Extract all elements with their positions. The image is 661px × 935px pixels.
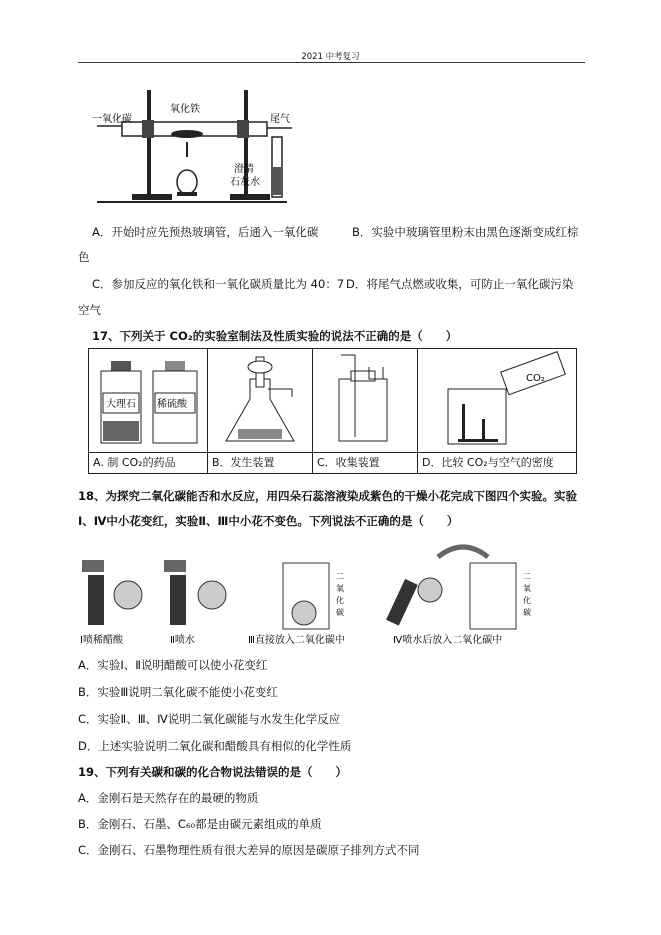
bottle-label-marble: 大理石 <box>106 399 136 410</box>
q19-option-c: C．金刚石、石墨物理性质有很大差异的原因是碳原子排列方式不同 <box>78 843 420 857</box>
fig-label-4: Ⅳ喷水后放入二氧化碳中 <box>393 635 503 646</box>
q17-options-table <box>88 348 577 474</box>
flower-experiment-figure <box>78 535 538 650</box>
q17-caption-b: B．发生装置 <box>208 453 313 474</box>
jar-label-iv-1: 二 <box>523 572 531 581</box>
tail-gas-label: 尾气 <box>270 114 290 125</box>
jar-label-4: 碳 <box>336 608 344 617</box>
q16-option-a: A．开始时应先预热玻璃管，后通入一氧化碳 <box>92 225 319 239</box>
q17-caption-d: D．比较 CO₂与空气的密度 <box>418 453 577 474</box>
q16-option-b-cont: 色 <box>78 250 90 264</box>
fig-label-1: Ⅰ喷稀醋酸 <box>80 635 123 646</box>
fig-label-2: Ⅱ喷水 <box>170 635 195 646</box>
co2-label: CO₂ <box>526 373 545 384</box>
limewater-label-2: 石灰水 <box>230 177 260 188</box>
q18-stem-2: Ⅰ、Ⅳ中小花变红，实验Ⅱ、Ⅲ中小花不变色。下列说法不正确的是（ ） <box>78 514 459 528</box>
q16-option-d: D．将尾气点燃或收集，可防止一氧化碳污染 <box>346 277 574 291</box>
page-header: 2021 中考复习 <box>301 52 360 62</box>
q18-option-d: D．上述实验说明二氧化碳和醋酸具有相似的化学性质 <box>78 739 352 753</box>
jar-label-iv-2: 氧 <box>523 584 531 593</box>
density-comparison-figure <box>418 349 576 452</box>
q19-option-a: A．金刚石是天然存在的最硬的物质 <box>78 791 259 805</box>
jar-label-iv-4: 碳 <box>523 608 531 617</box>
reagent-bottles-figure <box>89 349 207 452</box>
collection-bottle-figure <box>313 349 417 452</box>
q16-option-c: C．参加反应的氧化铁和一氧化碳质量比为 40：7 <box>92 277 345 291</box>
q17-caption-a: A. 制 CO₂的药品 <box>89 453 208 474</box>
limewater-label-1: 澄清 <box>234 164 254 175</box>
q18-option-b: B．实验Ⅲ说明二氧化碳不能使小花变红 <box>78 685 278 699</box>
bottle-label-acid: 稀硫酸 <box>157 399 187 410</box>
q19-stem: 19、下列有关碳和碳的化合物说法错误的是（ ） <box>78 765 348 779</box>
q19-option-b: B．金刚石、石墨、C₆₀都是由碳元素组成的单质 <box>78 817 322 831</box>
q16-option-b: B．实验中玻璃管里粉末由黑色逐渐变成红棕 <box>352 225 579 239</box>
q16-option-d-cont: 空气 <box>78 303 101 317</box>
q18-stem-1: 18、为探究二氧化碳能否和水反应，用四朵石蕊溶液染成紫色的干燥小花完成下图四个实验。实验 <box>78 489 577 503</box>
jar-label-iv-3: 化 <box>523 596 531 605</box>
q17-stem: 17、下列关于 CO₂的实验室制法及性质实验的说法不正确的是（ ） <box>92 329 458 343</box>
fig-label-3: Ⅲ直接放入二氧化碳中 <box>248 635 345 646</box>
header-rule <box>78 62 585 63</box>
jar-label-3: 化 <box>336 596 344 605</box>
q18-option-c: C．实验Ⅱ、Ⅲ、Ⅳ说明二氧化碳能与水发生化学反应 <box>78 712 341 726</box>
q17-caption-c: C．收集装置 <box>313 453 418 474</box>
jar-label-2: 氧 <box>336 584 344 593</box>
generator-flask-figure <box>208 349 312 452</box>
co-label: 一氧化碳 <box>92 114 132 125</box>
fe2o3-label: 氧化铁 <box>170 104 200 115</box>
co-reduction-apparatus-figure <box>92 82 304 210</box>
q18-option-a: A．实验Ⅰ、Ⅱ说明醋酸可以使小花变红 <box>78 658 268 672</box>
jar-label-1: 二 <box>336 572 344 581</box>
